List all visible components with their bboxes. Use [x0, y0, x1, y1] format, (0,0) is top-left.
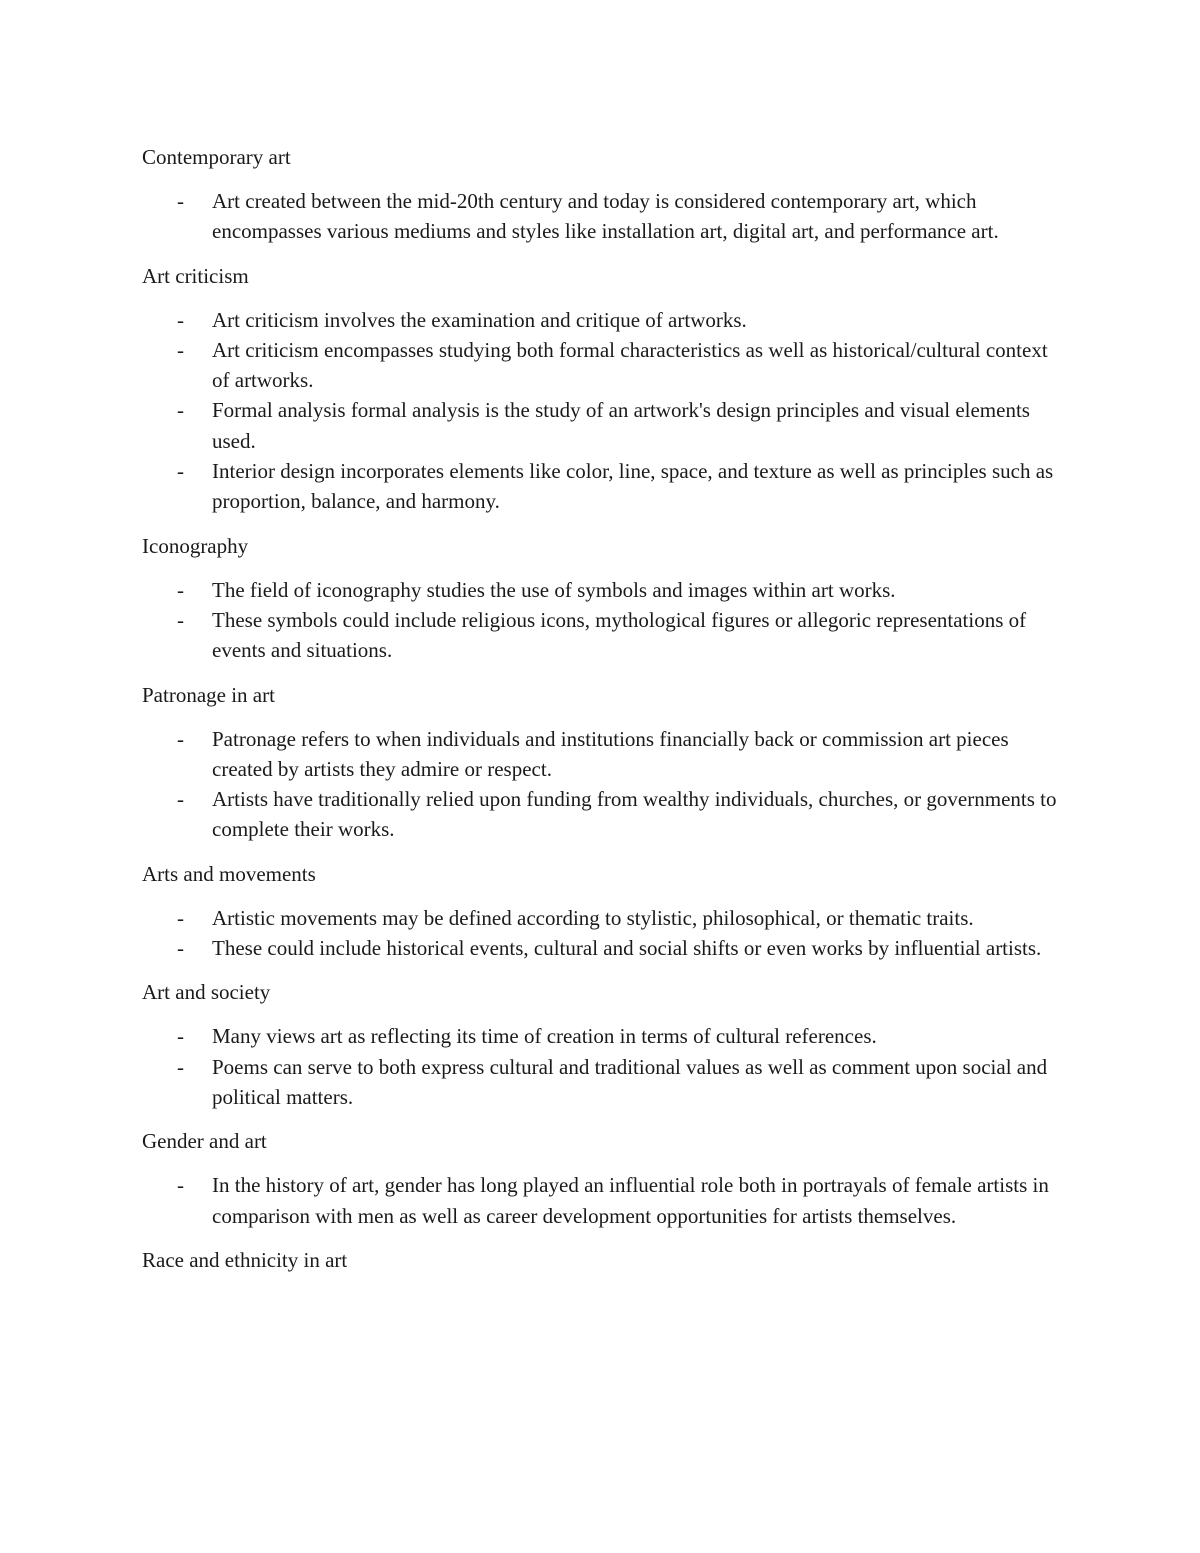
bullet-text: These could include historical events, cultural and social shifts or even works by influential artists. [212, 936, 1042, 961]
section-heading: Patronage in art [142, 682, 275, 707]
bullet-dash-icon: - [177, 1173, 184, 1198]
bullet-list [142, 305, 1062, 517]
document-section [142, 977, 1062, 1112]
bullet-dash-icon: - [177, 726, 184, 751]
bullet-item [142, 305, 1062, 335]
bullet-list [142, 1021, 1062, 1112]
section-heading: Art and society [142, 980, 271, 1005]
document-section [142, 859, 1062, 964]
bullet-dash-icon: - [177, 189, 184, 213]
bullet-text: Patronage refers to when individuals and institutions financially back or commission art pieces created by artists they admire or respect. [212, 726, 1009, 781]
bullet-dash-icon: - [177, 398, 184, 423]
bullet-item [142, 724, 1062, 785]
bullet-dash-icon: - [177, 577, 184, 602]
bullet-text: The field of iconography studies the use of symbols and images within art works. [212, 577, 896, 602]
bullet-text: Art created between the mid-20th century and today is considered contemporary art, which encompasses various mediums and styles like installation art, digital art, and performance art. [212, 189, 999, 244]
document-section [142, 142, 1062, 247]
section-heading: Iconography [142, 533, 249, 558]
bullet-text: Interior design incorporates elements like color, line, space, and texture as well as principles such as proportion, balance, and harmony. [212, 459, 1054, 514]
document-section [142, 531, 1062, 666]
document-section [142, 1245, 1062, 1275]
bullet-text: Artistic movements may be defined according to stylistic, philosophical, or thematic traits. [212, 905, 974, 930]
section-heading: Contemporary art [142, 145, 291, 169]
bullet-item [142, 903, 1062, 933]
bullet-item [142, 605, 1062, 666]
document-section [142, 261, 1062, 517]
bullet-item [142, 933, 1062, 963]
bullet-item [142, 1170, 1062, 1231]
bullet-item [142, 456, 1062, 517]
bullet-item [142, 1052, 1062, 1113]
bullet-list [142, 724, 1062, 845]
bullet-list [142, 575, 1062, 666]
bullet-text: Formal analysis formal analysis is the study of an artwork's design principles and visual elements used. [212, 398, 1030, 453]
bullet-dash-icon: - [177, 1024, 184, 1049]
bullet-list [142, 1170, 1062, 1231]
section-heading: Gender and art [142, 1129, 267, 1154]
bullet-dash-icon: - [177, 607, 184, 632]
bullet-item [142, 575, 1062, 605]
bullet-list [142, 186, 1062, 247]
section-heading: Art criticism [142, 263, 249, 288]
bullet-item [142, 784, 1062, 845]
bullet-item [142, 186, 1062, 247]
bullet-list [142, 903, 1062, 964]
bullet-dash-icon: - [177, 787, 184, 812]
bullet-text: Artists have traditionally relied upon funding from wealthy individuals, churches, or governments to complete their works. [212, 787, 1057, 842]
bullet-text: These symbols could include religious icons, mythological figures or allegoric representations of events and situations. [212, 607, 1027, 663]
section-heading: Arts and movements [142, 861, 316, 886]
bullet-text: Art criticism involves the examination and critique of artworks. [212, 307, 747, 332]
bullet-dash-icon: - [177, 307, 184, 332]
bullet-dash-icon: - [177, 459, 184, 484]
bullet-item [142, 1021, 1062, 1051]
document-section [142, 680, 1062, 845]
bullet-text: Art criticism encompasses studying both formal characteristics as well as historical/cultural context of artworks. [212, 337, 1048, 393]
bullet-dash-icon: - [177, 905, 184, 930]
bullet-dash-icon: - [177, 1054, 184, 1079]
bullet-text: In the history of art, gender has long played an influential role both in portrayals of female artists in comparison with men as well as career development opportunities for artists themselves. [212, 1173, 1049, 1228]
bullet-item [142, 395, 1062, 456]
document-body [142, 142, 1062, 1289]
bullet-text: Poems can serve to both express cultural and traditional values as well as comment upon social and political matters. [212, 1054, 1048, 1109]
bullet-item [142, 335, 1062, 396]
section-heading: Race and ethnicity in art [142, 1247, 348, 1272]
document-section [142, 1126, 1062, 1231]
bullet-text: Many views art as reflecting its time of creation in terms of cultural references. [212, 1024, 877, 1049]
bullet-dash-icon: - [177, 936, 184, 961]
bullet-dash-icon: - [177, 337, 184, 362]
